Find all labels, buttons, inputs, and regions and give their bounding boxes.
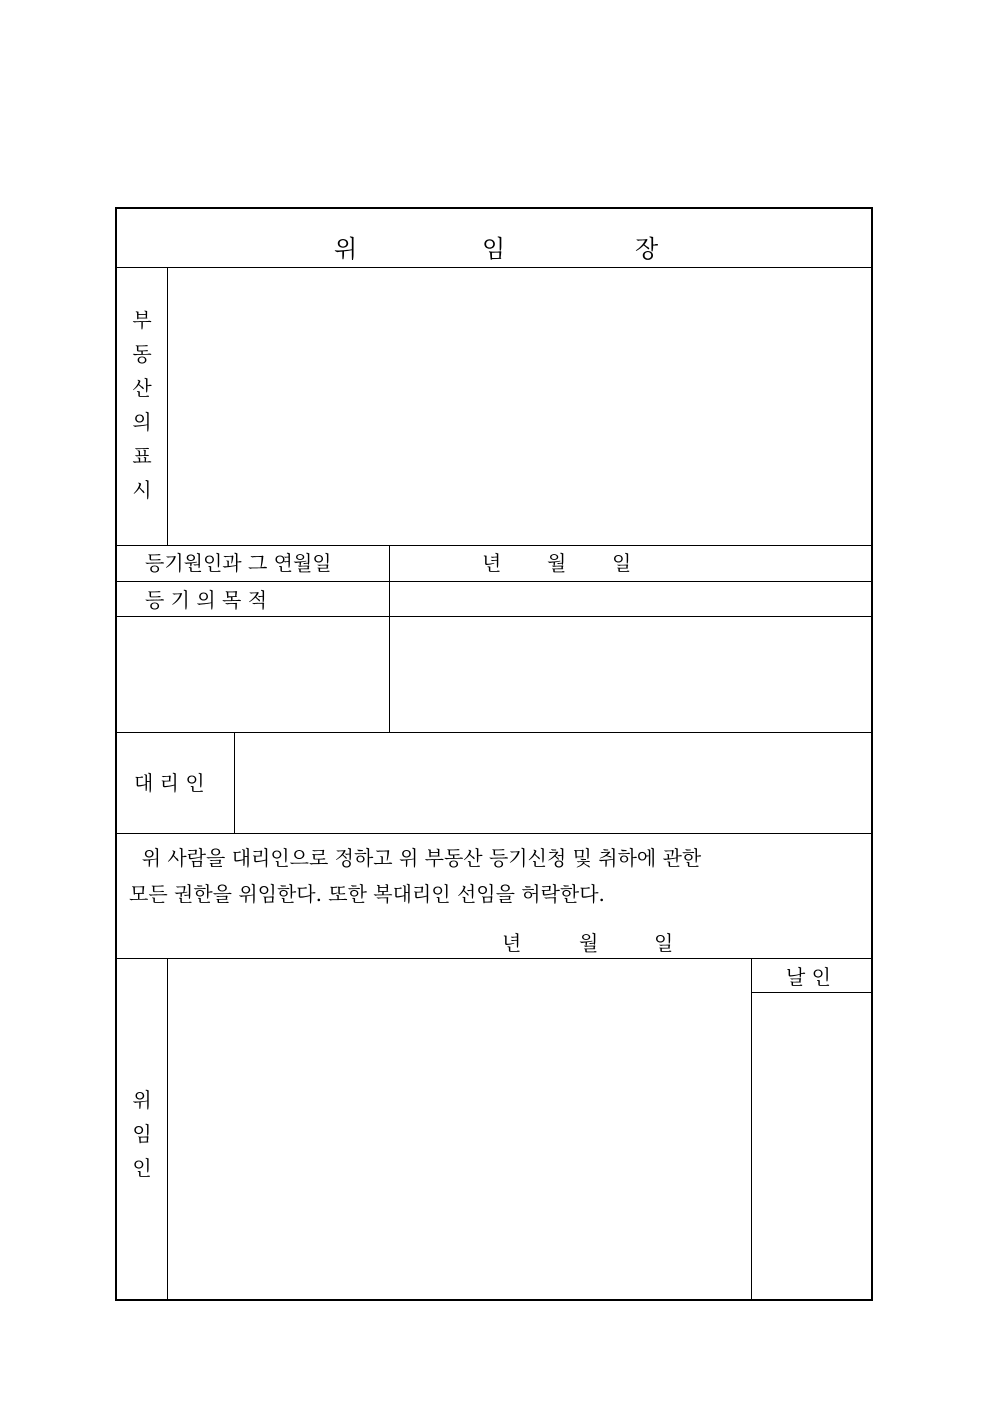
extra-value-field[interactable] — [390, 617, 873, 732]
principal-label-char: 임 — [132, 1122, 152, 1146]
title-char-1: 위 — [334, 235, 358, 263]
property-label-char: 표 — [132, 444, 152, 468]
property-label-char: 의 — [132, 410, 152, 434]
statement-line-1: 위 사람을 대리인으로 정하고 위 부동산 등기신청 및 취하에 관한 — [129, 846, 702, 870]
property-label-char: 부 — [132, 308, 152, 332]
power-of-attorney-form — [115, 207, 873, 1301]
seal-label: 날 인 — [786, 965, 831, 989]
purpose-label: 등 기 의 목 적 — [145, 588, 268, 612]
principal-field[interactable] — [168, 959, 751, 1301]
property-label-char: 산 — [132, 376, 152, 400]
statement-date-day: 일 — [654, 931, 674, 955]
property-label-char: 동 — [132, 342, 152, 366]
property-description-field[interactable] — [168, 268, 873, 545]
principal-label — [117, 1083, 167, 1185]
statement-date-year: 년 — [502, 931, 522, 955]
principal-label-char: 위 — [132, 1088, 152, 1112]
title-char-2: 임 — [482, 235, 506, 263]
statement-line-2: 모든 권한을 위임한다. 또한 복대리인 선임을 허락한다. — [129, 882, 605, 906]
cause-label: 등기원인과 그 연월일 — [145, 551, 332, 575]
extra-label-field[interactable] — [117, 617, 389, 732]
agent-label: 대 리 인 — [134, 771, 205, 795]
cause-date-day: 일 — [612, 551, 632, 575]
seal-field[interactable] — [752, 993, 873, 1301]
divider-property — [117, 545, 873, 546]
statement-date-month: 월 — [579, 931, 599, 955]
principal-label-char: 인 — [132, 1156, 152, 1180]
property-label-char: 시 — [132, 478, 152, 502]
property-label — [117, 303, 167, 507]
title-char-3: 장 — [635, 235, 659, 263]
divider-agent — [117, 833, 873, 834]
cause-date-month: 월 — [547, 551, 567, 575]
purpose-field[interactable] — [390, 582, 873, 616]
cause-date-year: 년 — [482, 551, 502, 575]
agent-field[interactable] — [235, 733, 873, 833]
